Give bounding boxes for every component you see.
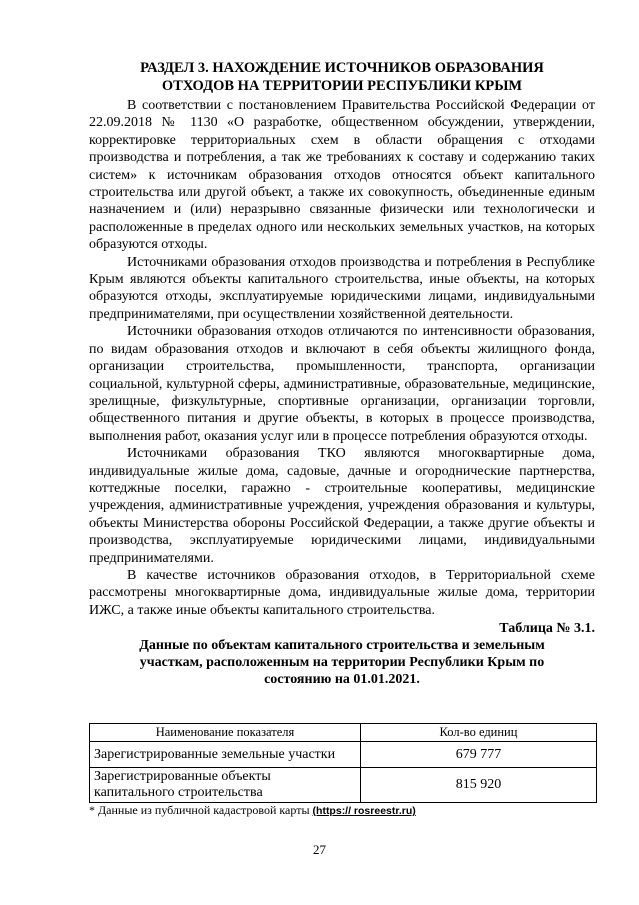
table-header-row (90, 724, 597, 742)
table-cell-name: Зарегистрированные земельные участки (90, 742, 361, 768)
table-caption: Данные по объектам капитального строительства и земельным участкам, расположенным на территории Республики Крым по состоянию на 01.01.2021. (139, 638, 545, 688)
table-cell-name-line2: капитального строительства (94, 785, 263, 800)
table-cell-name (90, 768, 361, 803)
table-cell-value: 679 777 (361, 742, 597, 768)
table-header-cell: Кол-во единиц (361, 724, 597, 742)
paragraph: Источниками образования ТКО являются многоквартирные дома, индивидуальные жилые дома, садовые, дачные и огороднические партнерства, коттеджные поселки, гаражно - строительные кооперативы, медицинские учреждения, административные учреждения, учреждения образования и культуры, объекты Министерства обороны Российской Федерации, а также другие объекты и производства, эксплуатируемые юридическими лицами, индивидуальными предпринимателями. (89, 446, 595, 566)
table-header-cell: Наименование показателя (90, 724, 361, 742)
table-row (90, 742, 597, 768)
section-title-line1: РАЗДЕЛ 3. НАХОЖДЕНИЕ ИСТОЧНИКОВ ОБРАЗОВАНИЯ (140, 60, 544, 76)
table-number: Таблица № 3.1. (499, 621, 595, 637)
paragraph: В качестве источников образования отходов, в Территориальной схеме рассмотрены многоквартирные дома, индивидуальные жилые дома, территории ИЖС, а также иные объекты капитального строительства. (89, 567, 595, 618)
paragraph: В соответствии с постановлением Правительства Российской Федерации от 22.09.2018 № 1130 «О разработке, общественном обсуждении, утверждении, корректировке территориальных схем в области обращения с отходами производства и потребления, а так же требованиях к составу и содержанию таких систем» к источникам образования отходов относятся объект капитального строительства или другой объект, а также их совокупность, объединенные единым назначением и (или) неразрывно связанные физически или технологически и расположенные в пределах одного или нескольких земельных участков, на которых образуются отходы. (89, 98, 595, 253)
paragraph: Источники образования отходов отличаются по интенсивности образования, по видам образования отходов и включают в себя объекты жилищного фонда, организации строительства, промышленности, транспорта, организации социальной, культурной сферы, административные, образовательные, медицинские, зрелищные, физкультурные, спортивные организации, организации торговли, общественного питания и другие объекты, в которых в процессе производства, выполнения работ, оказания услуг или в процессе потребления образуются отходы. (89, 324, 595, 444)
section-title-line2: ОТХОДОВ НА ТЕРРИТОРИИ РЕСПУБЛИКИ КРЫМ (161, 78, 523, 94)
data-table (89, 723, 597, 803)
footnote-link[interactable]: (https:// rosreestr.ru) (312, 805, 416, 817)
paragraph: Источниками образования отходов производства и потребления в Республике Крым являются объекты капитального строительства, иные объекты, на которых образуются отходы, эксплуатируемые юридическими лицами, индивидуальными предпринимателями, при осуществлении хозяйственной деятельности. (89, 254, 595, 322)
table-cell-name-line1: Зарегистрированные объекты (94, 769, 271, 784)
footnote-text: * Данные из публичной кадастровой карты (89, 803, 310, 817)
footnote (89, 803, 416, 818)
table-row (90, 768, 597, 803)
page-number: 27 (313, 842, 326, 857)
document-body (89, 60, 595, 688)
table-cell-value: 815 920 (361, 768, 597, 803)
